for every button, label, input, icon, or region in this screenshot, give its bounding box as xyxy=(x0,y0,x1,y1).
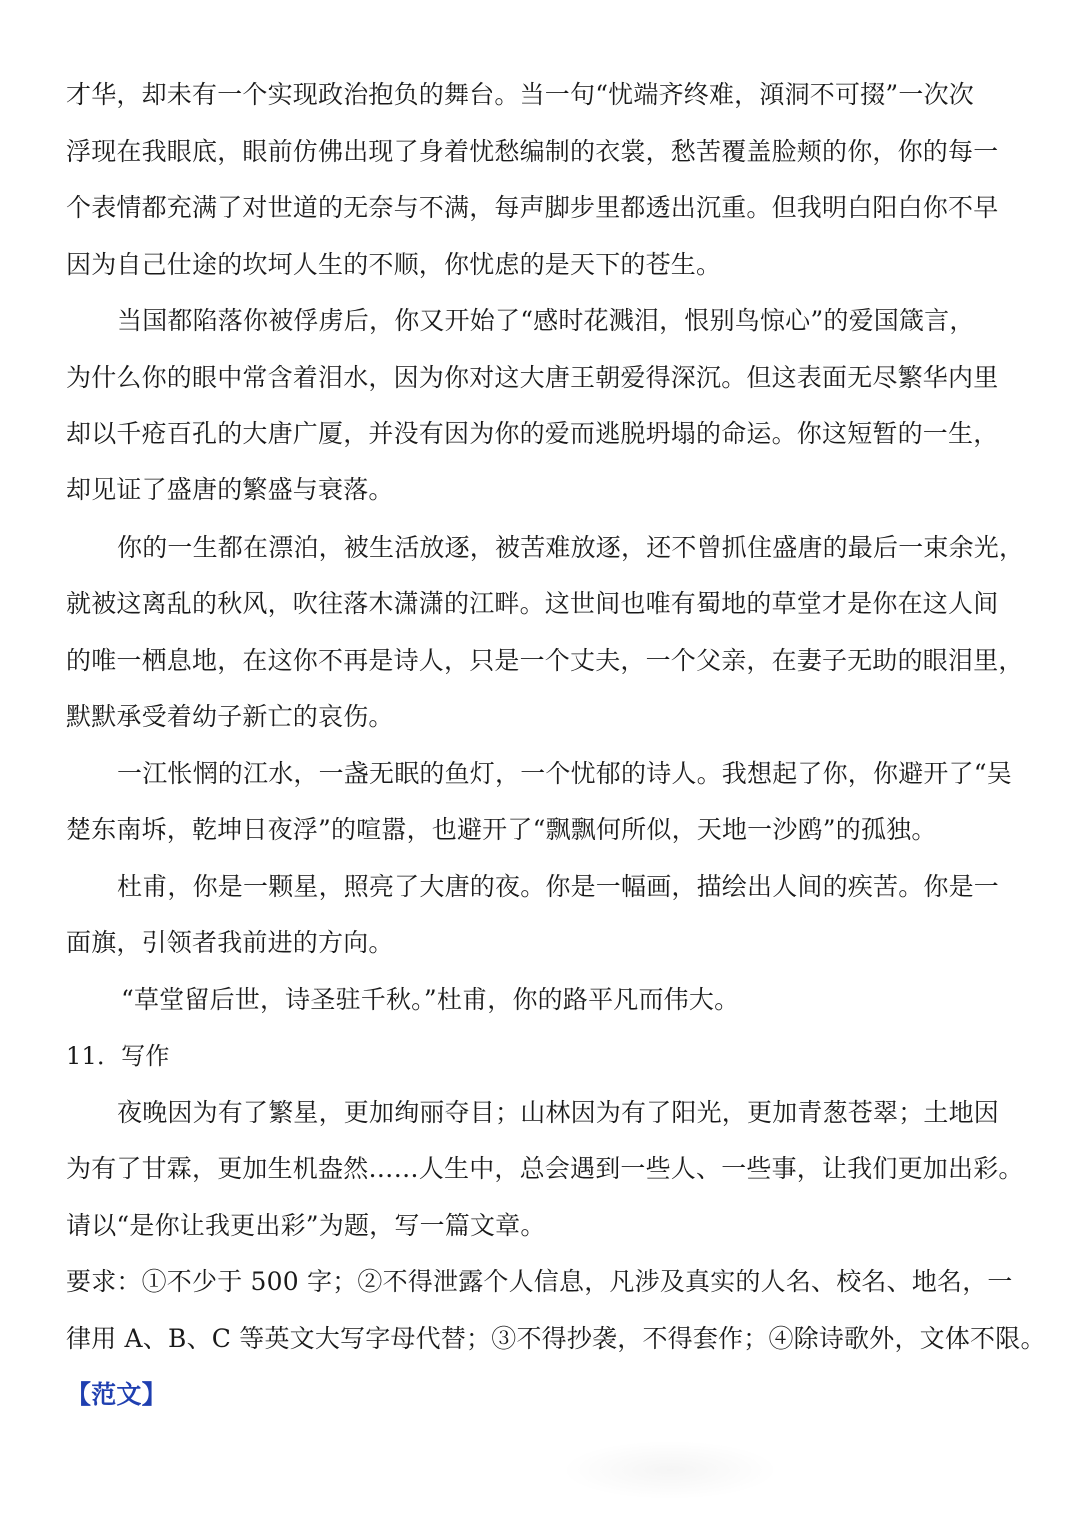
text-line: 的唯一栖息地，在这你不再是诗人，只是一个丈夫，一个父亲，在妻子无助的眼泪里， xyxy=(66,646,1024,675)
text-line: 杜甫，你是一颗星，照亮了大唐的夜。你是一幅画，描绘出人间的疾苦。你是一 xyxy=(117,872,1000,901)
text-line: 因为自己仕途的坎坷人生的不顺，你忧虑的是天下的苍生。 xyxy=(66,250,722,279)
text-line: 浮现在我眼底，眼前仿佛出现了身着忧愁编制的衣裳，愁苦覆盖脸颊的你，你的每一 xyxy=(66,137,999,166)
prompt-line: 为有了甘霖，更加生机盎然……人生中，总会遇到一些人、一些事，让我们更加出彩。 xyxy=(66,1154,1024,1183)
section-heading: 11．写作 xyxy=(66,1042,170,1070)
text-line: 却见证了盛唐的繁盛与衰落。 xyxy=(66,475,394,504)
text-line: 当国都陷落你被俘虏后，你又开始了“感时花溅泪，恨别鸟惊心”的爱国箴言， xyxy=(117,306,975,335)
text-line: 楚东南坼，乾坤日夜浮”的喧嚣，也避开了“飘飘何所似，天地一沙鸥”的孤独。 xyxy=(66,815,937,844)
requirements-line: 律用 A、B、C 等英文大写字母代替；③不得抄袭，不得套作；④除诗歌外，文体不限。 xyxy=(66,1324,1046,1353)
text-line: “草堂留后世，诗圣驻千秋。”杜甫，你的路平凡而伟大。 xyxy=(121,985,740,1014)
scan-smudge xyxy=(560,1440,780,1500)
prompt-line: 请以“是你让我更出彩”为题，写一篇文章。 xyxy=(66,1211,546,1240)
text-line: 就被这离乱的秋风，吹往落木潇潇的江畔。这世间也唯有蜀地的草堂才是你在这人间 xyxy=(66,589,999,618)
sample-essay-label: 【范文】 xyxy=(66,1380,167,1409)
text-line: 才华，却未有一个实现政治抱负的舞台。当一句“忧端齐终难，澒洞不可掇”一次次 xyxy=(66,80,974,109)
text-line: 个表情都充满了对世道的无奈与不满，每声脚步里都透出沉重。但我明白阳白你不早 xyxy=(66,193,999,222)
text-line: 一江怅惘的江水，一盏无眠的鱼灯，一个忧郁的诗人。我想起了你，你避开了“吴 xyxy=(117,759,1012,788)
text-line: 面旗，引领者我前进的方向。 xyxy=(66,928,394,957)
prompt-line: 夜晚因为有了繁星，更加绚丽夺目；山林因为有了阳光，更加青葱苍翠；土地因 xyxy=(117,1098,1000,1127)
text-line: 你的一生都在漂泊，被生活放逐，被苦难放逐，还不曾抓住盛唐的最后一束余光， xyxy=(117,533,1025,562)
text-line: 默默承受着幼子新亡的哀伤。 xyxy=(66,702,394,731)
text-line: 却以千疮百孔的大唐广厦，并没有因为你的爱而逃脱坍塌的命运。你这短暂的一生， xyxy=(66,419,999,448)
text-line: 为什么你的眼中常含着泪水，因为你对这大唐王朝爱得深沉。但这表面无尽繁华内里 xyxy=(66,363,999,392)
requirements-line: 要求：①不少于 500 字；②不得泄露个人信息，凡涉及真实的人名、校名、地名，一 xyxy=(66,1267,1013,1296)
